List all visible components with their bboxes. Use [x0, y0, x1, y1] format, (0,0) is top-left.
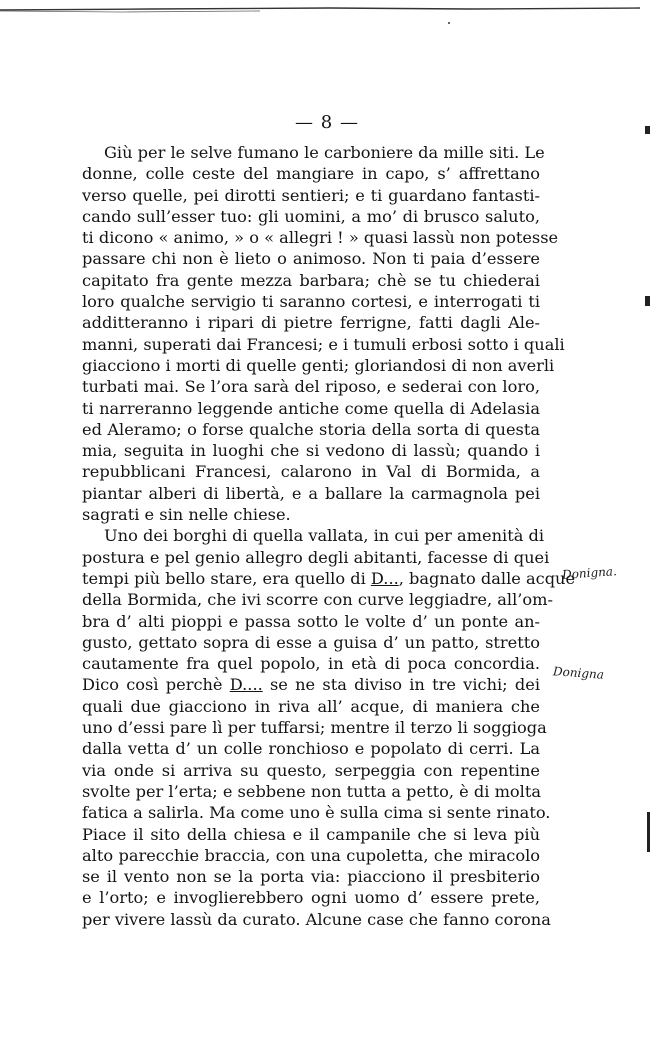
- text-line: ti narreranno leggende antiche come quella di Adelasia: [82, 398, 540, 418]
- text-line: fatica a salirla. Ma come uno è sulla cima si sente rinato.: [82, 803, 551, 823]
- text-line: donne, colle ceste del mangiare in capo, s’ affrettano: [82, 164, 540, 184]
- text-line: piantar alberi di libertà, e a ballare la carmagnola pei: [82, 483, 540, 503]
- text-line: manni, superati dai Francesi; e i tumuli erbosi sotto i quali: [82, 334, 565, 354]
- text-line: passare chi non è lieto o animoso. Non ti paia d’essere: [82, 249, 540, 269]
- text-line: gusto, gettato sopra di esse a guisa d’ un patto, stretto: [82, 632, 540, 652]
- text-line: giacciono i morti di quelle genti; gloriandosi di non averli: [82, 355, 555, 375]
- margin-note-2: Donigna: [552, 664, 605, 682]
- abbreviated-place-name: D...: [370, 568, 399, 588]
- text-line: cautamente fra quel popolo, in età di poca concordia.: [82, 654, 540, 674]
- text-line: uno d’essi pare lì per tuffarsi; mentre il terzo li soggioga: [82, 718, 547, 738]
- body-text: [82, 142, 576, 930]
- text-line: ed Aleramo; o forse qualche storia della sorta di questa: [82, 419, 540, 439]
- text-line: Giù per le selve fumano le carboniere da mille siti. Le: [104, 143, 545, 162]
- text-line: via onde si arriva su questo, serpeggia con repentine: [82, 760, 540, 780]
- scan-speck: [448, 22, 450, 24]
- text-line: ti dicono « animo, » o « allegri ! » quasi lassù non potesse: [82, 228, 559, 248]
- text-line: quali due giacciono in riva all’ acque, di maniera che: [82, 696, 540, 716]
- text-line: Dico così perchè D.... se ne sta diviso in tre vichi; dei: [82, 675, 540, 695]
- right-edge-mark: [647, 812, 650, 852]
- text-line: svolte per l’erta; e sebbene non tutta a petto, è di molta: [82, 781, 541, 801]
- text-line: bra d’ alti pioppi e passa sotto le volte d’ un ponte an-: [82, 611, 540, 631]
- text-line: loro qualche servigio ti saranno cortesi, e interrogati ti: [82, 292, 540, 312]
- text-line: capitato fra gente mezza barbara; chè se tu chiederai: [82, 270, 540, 290]
- text-line: postura e pel genio allegro degli abitanti, facesse di quei: [82, 547, 550, 567]
- text-line: repubblicani Francesi, calarono in Val di Bormida, a: [82, 462, 540, 482]
- text-line: mia, seguita in luoghi che si vedono di lassù; quando i: [82, 441, 540, 461]
- text-line: sagrati e sin nelle chiese.: [82, 505, 291, 525]
- page-number: — 8 —: [295, 112, 359, 133]
- abbreviated-place-name: D....: [229, 675, 263, 695]
- text-line: e l’orto; e invoglierebbero ogni uomo d’ essere prete,: [82, 888, 540, 908]
- margin-note-1: Donigna.: [561, 564, 618, 582]
- text-line: alto parecchie braccia, con una cupoletta, che miracolo: [82, 845, 540, 865]
- text-line: cando sull’esser tuo: gli uomini, a mo’ di brusco saluto,: [82, 206, 540, 226]
- text-line: per vivere lassù da curato. Alcune case che fanno corona: [82, 909, 551, 929]
- text-line: additteranno i ripari di pietre ferrigne, fatti dagli Ale-: [82, 313, 540, 333]
- right-edge-mark: [645, 296, 650, 306]
- top-scan-rule: [0, 4, 654, 14]
- text-line: se il vento non se la porta via: piacciono il presbiterio: [82, 867, 540, 887]
- text-line: tempi più bello stare, era quello di D..., bagnato dalle acque: [82, 568, 576, 588]
- text-line: della Bormida, che ivi scorre con curve leggiadre, all’om-: [82, 590, 553, 610]
- right-edge-mark: [645, 126, 650, 134]
- text-line: turbati mai. Se l’ora sarà del riposo, e sederai con loro,: [82, 377, 540, 397]
- text-line: dalla vetta d’ un colle ronchioso e popolato di cerri. La: [82, 739, 540, 759]
- text-line: Uno dei borghi di quella vallata, in cui per amenità di: [104, 526, 545, 546]
- text-line: Piace il sito della chiesa e il campanile che si leva più: [82, 824, 540, 844]
- text-line: verso quelle, pei dirotti sentieri; e ti guardano fantasti-: [82, 185, 540, 205]
